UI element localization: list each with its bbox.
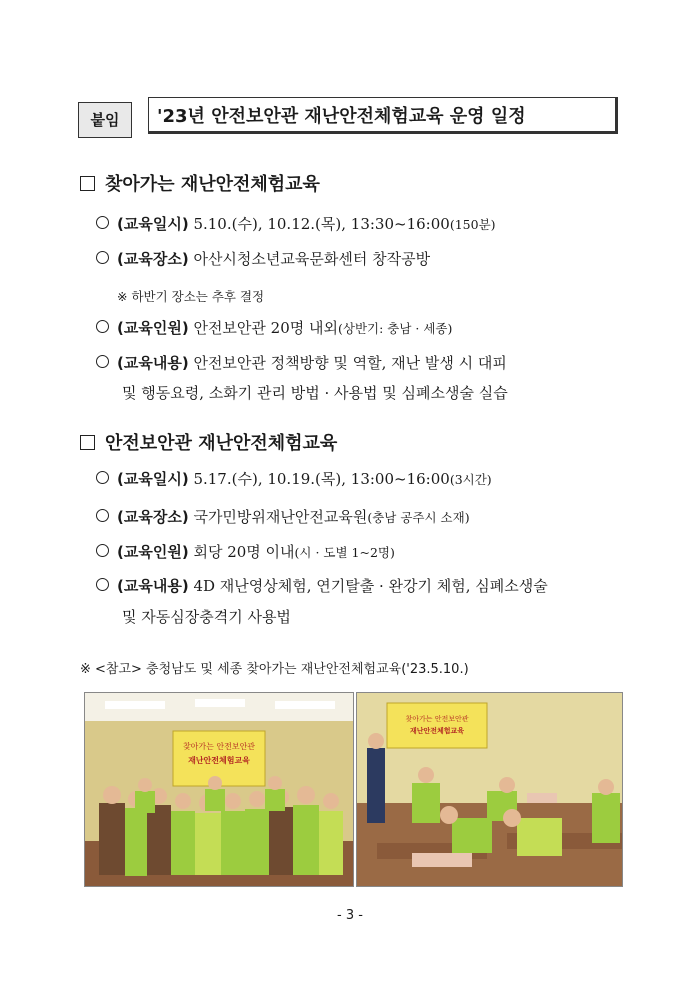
content-line2: 및 자동심장충격기 사용법 [122, 608, 291, 626]
section1-place-row [96, 249, 430, 269]
circle-bullet-icon [96, 578, 109, 591]
place-label: (교육장소) [117, 250, 189, 268]
circle-bullet-icon [96, 355, 109, 368]
section1-people-row [96, 318, 452, 339]
people-label: (교육인원) [117, 543, 189, 561]
place-value: 아산시청소년교육문화센터 창작공방 [193, 250, 431, 268]
photo1-banner-line1: 찾아가는 안전보안관 [182, 742, 256, 751]
people-extra: (상반기: 충남 · 세종) [338, 321, 453, 336]
people-extra: (시 · 도별 1~2명) [294, 545, 395, 560]
content-label: (교육내용) [117, 354, 189, 372]
date-extra: (150분) [449, 217, 496, 232]
circle-bullet-icon [96, 544, 109, 557]
people-group [99, 776, 343, 876]
photo2-banner-line2: 재난안전체험교육 [409, 727, 465, 735]
cpr-photo [356, 692, 623, 887]
section1-date-row [96, 214, 496, 235]
circle-bullet-icon [96, 251, 109, 264]
checkbox-square-icon [80, 176, 95, 191]
place-value: 국가민방위재난안전교육원 [193, 508, 368, 526]
section1-title: 찾아가는 재난안전체험교육 [105, 174, 320, 195]
section2-heading [80, 429, 337, 455]
place-note: ※ 하반기 장소는 추후 결정 [117, 289, 265, 304]
section2-people-row [96, 542, 395, 563]
date-value: 5.10.(수), 10.12.(목), 13:30~16:00 [193, 215, 450, 233]
cpr-photo-image [357, 693, 622, 886]
circle-bullet-icon [96, 216, 109, 229]
place-extra: (충남 공주시 소재) [367, 510, 470, 525]
place-label: (교육장소) [117, 508, 189, 526]
section1-heading [80, 170, 320, 196]
attachment-tag: 붙임 [78, 102, 132, 138]
section2-content-row [96, 576, 548, 596]
circle-bullet-icon [96, 320, 109, 333]
photo1-banner-line2: 재난안전체험교육 [188, 756, 250, 765]
section2-place-row [96, 507, 470, 528]
date-extra: (3시간) [449, 472, 492, 487]
date-value: 5.17.(수), 10.19.(목), 13:00~16:00 [193, 470, 450, 488]
section2-title: 안전보안관 재난안전체험교육 [105, 433, 338, 454]
people-value: 안전보안관 20명 내외 [193, 319, 338, 337]
section2-date-row [96, 469, 492, 490]
photo2-banner-line1: 찾아가는 안전보안관 [405, 715, 469, 723]
date-label: (교육일시) [117, 215, 189, 233]
section1-content-row [96, 353, 507, 373]
group-photo-image [85, 693, 353, 886]
content-line1: 안전보안관 정책방향 및 역할, 재난 발생 시 대피 [193, 354, 507, 372]
reference-note: ※ <참고> 충청남도 및 세종 찾아가는 재난안전체험교육('23.5.10.) [80, 662, 469, 677]
content-line1: 4D 재난영상체험, 연기탈출 · 완강기 체험, 심폐소생술 [193, 577, 548, 595]
people-value: 회당 20명 이내 [193, 543, 295, 561]
content-line2: 및 행동요령, 소화기 관리 방법 · 사용법 및 심폐소생술 실습 [122, 384, 508, 402]
checkbox-square-icon [80, 435, 95, 450]
circle-bullet-icon [96, 471, 109, 484]
document-title: '23년 안전보안관 재난안전체험교육 운영 일정 [148, 97, 618, 134]
circle-bullet-icon [96, 509, 109, 522]
content-label: (교육내용) [117, 577, 189, 595]
date-label: (교육일시) [117, 470, 189, 488]
page-number: - 3 - [337, 908, 363, 923]
group-photo [84, 692, 354, 887]
people-label: (교육인원) [117, 319, 189, 337]
